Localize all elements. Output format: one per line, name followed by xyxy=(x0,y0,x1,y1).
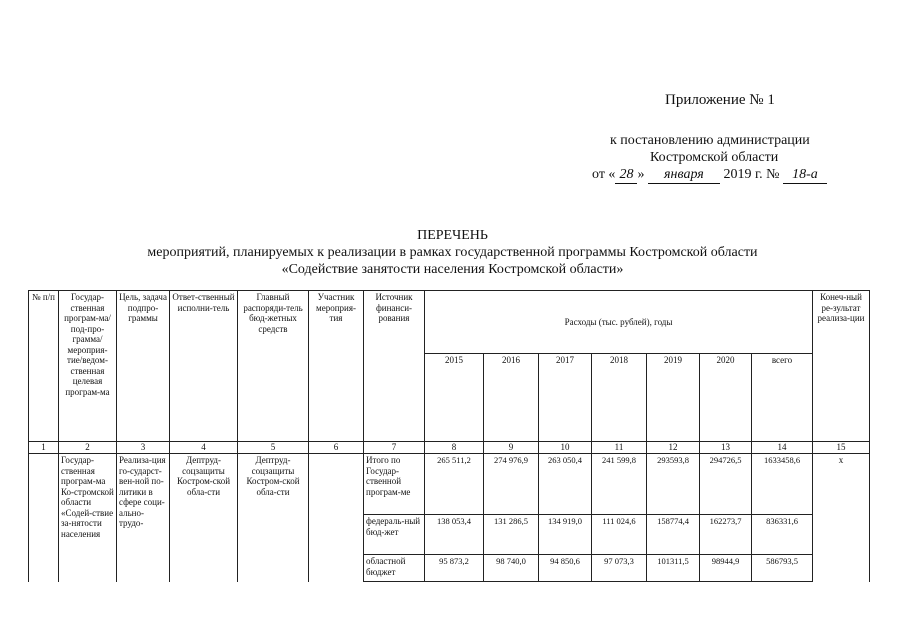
doc-number: 18-а xyxy=(783,167,827,184)
value-cell: 241 599,8 xyxy=(592,454,647,515)
date-year-no: 2019 г. № xyxy=(723,167,780,182)
value-cell-total: 836331,6 xyxy=(752,515,813,555)
value-cell: 111 024,6 xyxy=(592,515,647,555)
cell-responsible: Дептруд-соцзащиты Костром-ской обла-сти xyxy=(170,454,238,582)
date-day: 28 xyxy=(615,167,637,184)
title-line-1: ПЕРЕЧЕНЬ xyxy=(417,228,488,243)
cell-participant xyxy=(309,454,364,582)
column-number: 14 xyxy=(752,442,813,454)
header-year-total: всего xyxy=(752,354,813,442)
column-number: 9 xyxy=(484,442,539,454)
column-number: 2 xyxy=(59,442,117,454)
decree-line-1: к постановлению администрации xyxy=(610,133,810,148)
value-cell: 95 873,2 xyxy=(425,555,484,582)
column-number: 1 xyxy=(29,442,59,454)
value-cell: 162273,7 xyxy=(700,515,752,555)
column-number: 10 xyxy=(539,442,592,454)
value-cell-total: 586793,5 xyxy=(752,555,813,582)
header-year: 2017 xyxy=(539,354,592,442)
value-cell: 98 740,0 xyxy=(484,555,539,582)
header-responsible: Ответ-ственный исполни-тель xyxy=(170,291,238,442)
column-number: 5 xyxy=(238,442,309,454)
value-cell: 101311,5 xyxy=(647,555,700,582)
value-cell: 138 053,4 xyxy=(425,515,484,555)
value-cell: 98944,9 xyxy=(700,555,752,582)
header-participant: Участник мероприя-тия xyxy=(309,291,364,442)
document-title xyxy=(0,227,905,278)
value-cell: 274 976,9 xyxy=(484,454,539,515)
value-cell: 294726,5 xyxy=(700,454,752,515)
header-year: 2015 xyxy=(425,354,484,442)
column-number: 12 xyxy=(647,442,700,454)
cell-result: х xyxy=(813,454,870,582)
value-cell: 158774,4 xyxy=(647,515,700,555)
cell-goal: Реализа-ция го-сударст-вен-ной по-литики в сфере соци-ально-трудо- xyxy=(117,454,170,582)
date-month: января xyxy=(648,167,720,184)
header-manager: Главный распоряди-тель бюд-жетных средств xyxy=(238,291,309,442)
column-number: 11 xyxy=(592,442,647,454)
date-mid: » xyxy=(637,167,645,182)
value-cell: 265 511,2 xyxy=(425,454,484,515)
header-num: № п/п xyxy=(29,291,59,442)
title-line-2: мероприятий, планируемых к реализации в рамках государственной программы Костромской области xyxy=(147,245,758,260)
decree-line-2: Костромской области xyxy=(650,150,779,165)
column-number: 8 xyxy=(425,442,484,454)
header-goal: Цель, задача подпро-граммы xyxy=(117,291,170,442)
column-number: 15 xyxy=(813,442,870,454)
header-year: 2019 xyxy=(647,354,700,442)
cell-program: Государ-ственная програм-ма Ко-стромской области «Содей-ствие за-нятости населения xyxy=(59,454,117,582)
header-result: Конеч-ный ре-зультат реализа-ции xyxy=(813,291,870,442)
value-cell: 134 919,0 xyxy=(539,515,592,555)
header-expenses: Расходы (тыс. рублей), годы xyxy=(425,291,813,354)
title-line-3: «Содействие занятости населения Костромской области» xyxy=(281,262,624,277)
source-regional-label: областной бюджет xyxy=(364,555,425,582)
source-federal-label: федераль-ный бюд-жет xyxy=(364,515,425,555)
header-source: Источник финанси-рования xyxy=(364,291,425,442)
header-year: 2020 xyxy=(700,354,752,442)
value-cell: 131 286,5 xyxy=(484,515,539,555)
column-number: 3 xyxy=(117,442,170,454)
value-cell-total: 1633458,6 xyxy=(752,454,813,515)
appendix-label: Приложение № 1 xyxy=(665,92,775,108)
column-number: 4 xyxy=(170,442,238,454)
source-total-label: Итого по Государ-ственной програм-ме xyxy=(364,454,425,515)
value-cell: 94 850,6 xyxy=(539,555,592,582)
header-program: Государ-ственная програм-ма/под-про-грамма/ мероприя-тие/ведом-ственная целевая програм-ма xyxy=(59,291,117,442)
header-year: 2016 xyxy=(484,354,539,442)
decree-date-line xyxy=(592,167,827,184)
measures-table xyxy=(28,290,870,582)
column-number: 6 xyxy=(309,442,364,454)
value-cell: 263 050,4 xyxy=(539,454,592,515)
column-number: 7 xyxy=(364,442,425,454)
value-cell: 293593,8 xyxy=(647,454,700,515)
column-number: 13 xyxy=(700,442,752,454)
value-cell: 97 073,3 xyxy=(592,555,647,582)
cell-manager: Дептруд-соцзащиты Костром-ской обла-сти xyxy=(238,454,309,582)
header-year: 2018 xyxy=(592,354,647,442)
cell-num xyxy=(29,454,59,582)
date-prefix: от « xyxy=(592,167,616,182)
